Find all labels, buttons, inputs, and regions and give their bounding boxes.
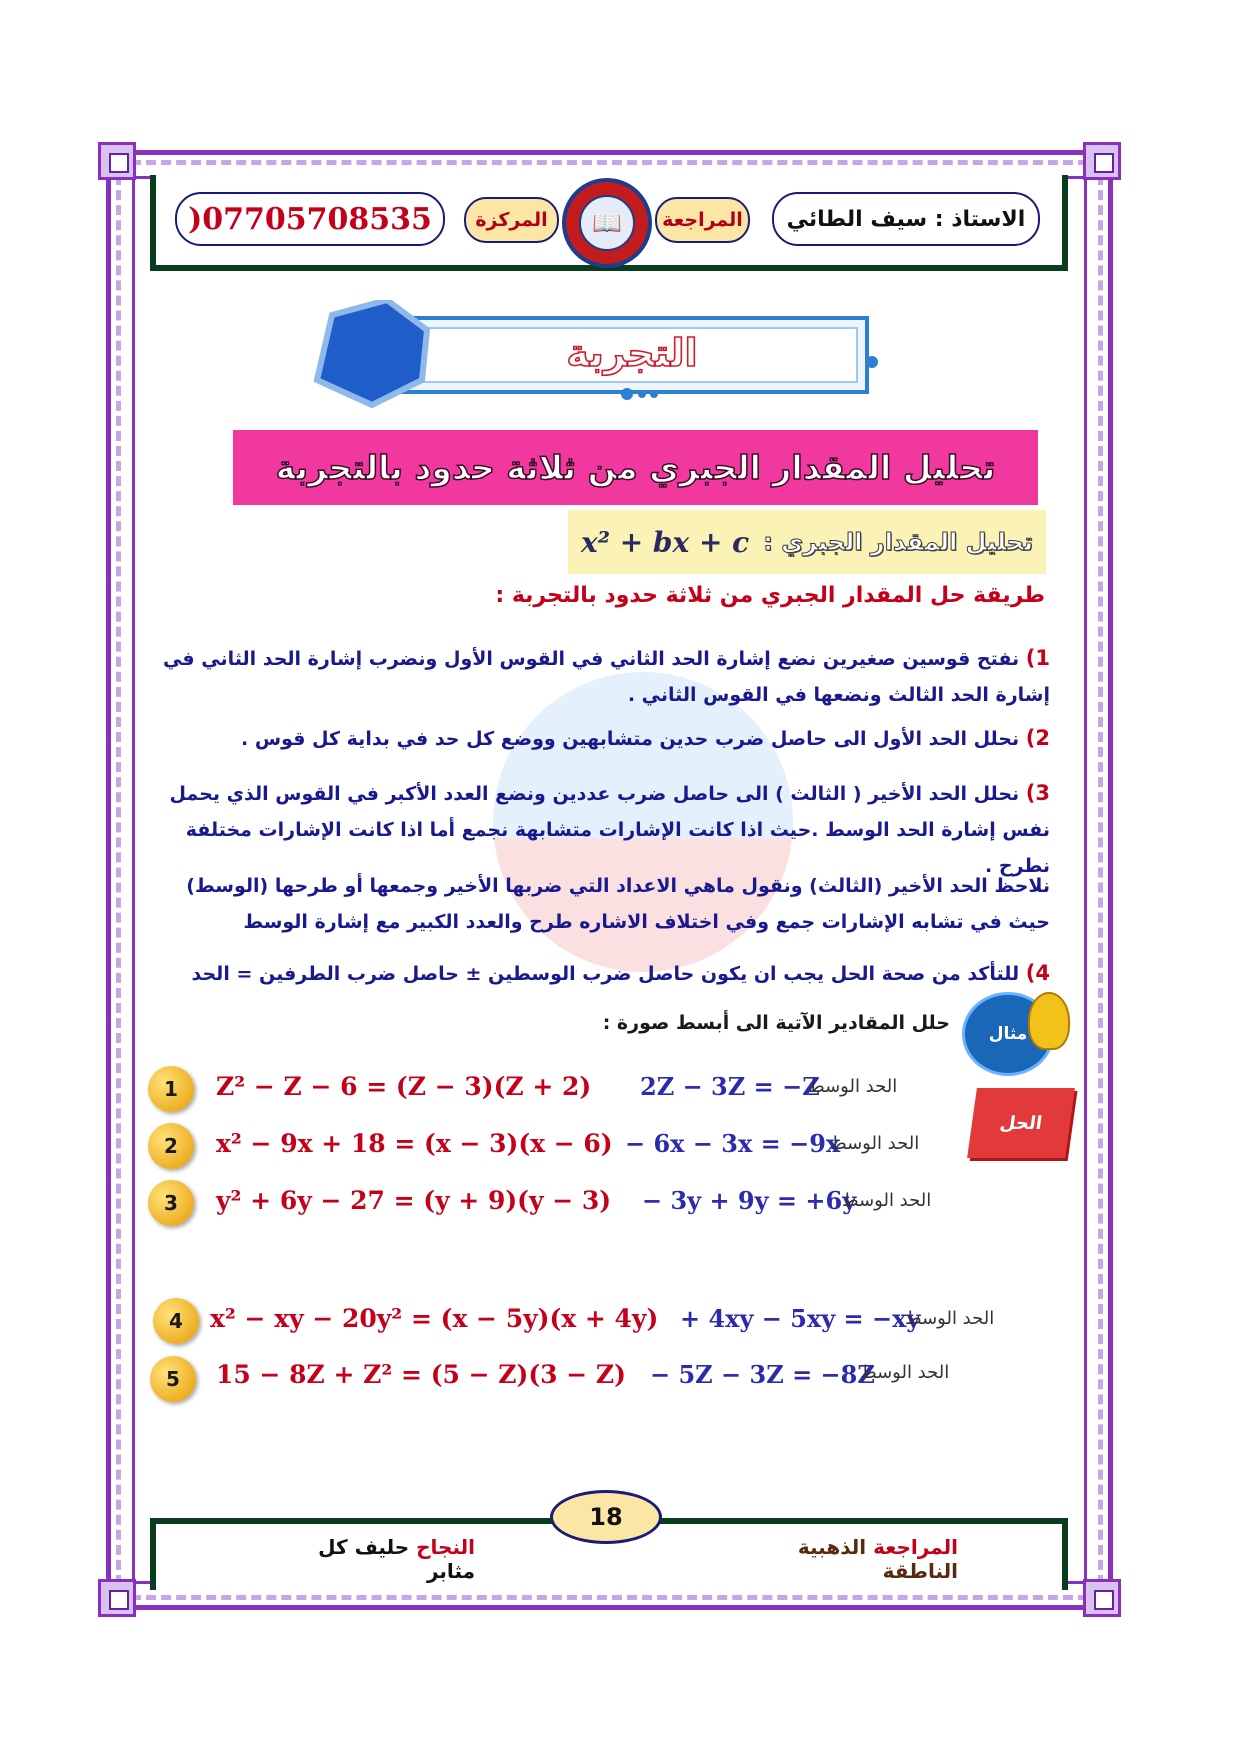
subtitle-label: تحليل المقدار الجبري : bbox=[763, 528, 1033, 556]
book-icon: 📖 bbox=[579, 195, 635, 251]
middle-term-label: الحد الوسط bbox=[808, 1076, 898, 1097]
tag-focused: المركزة bbox=[464, 197, 559, 243]
step-2: 2) نحلل الحد الأول الى حاصل ضرب حدين متشابهين ووضع كل حد في بداية كل قوس . bbox=[241, 726, 1050, 750]
banner-title: التجربة bbox=[566, 331, 698, 375]
page-number: 18 bbox=[550, 1490, 662, 1544]
footer-series: المراجعة الذهبية الناطقة bbox=[797, 1535, 958, 1583]
corner-ornament bbox=[1083, 1579, 1121, 1617]
example-equation: x² − 9x + 18 = (x − 3)(x − 6) bbox=[216, 1129, 613, 1158]
middle-term-check: − 6x − 3x = −9x bbox=[625, 1129, 841, 1158]
middle-term-label: الحد الوسط bbox=[830, 1133, 920, 1154]
footer-motto: النجاح حليف كل مثابر bbox=[318, 1535, 475, 1583]
example-number: 2 bbox=[148, 1123, 194, 1169]
teacher-name: الاستاذ : سيف الطائي bbox=[772, 192, 1040, 246]
middle-term-check: 2Z − 3Z = −Z bbox=[640, 1072, 820, 1101]
title-banner bbox=[292, 300, 887, 410]
middle-term-label: الحد الوسط bbox=[842, 1190, 932, 1211]
phone-number: ) 07705708535 bbox=[175, 192, 445, 246]
middle-term-check: − 5Z − 3Z = −8Z bbox=[650, 1360, 875, 1389]
corner-ornament bbox=[1083, 142, 1121, 180]
example-number: 4 bbox=[153, 1298, 199, 1344]
corner-ornament bbox=[98, 142, 136, 180]
solution-badge: الحل bbox=[967, 1088, 1075, 1158]
step-4: 4) للتأكد من صحة الحل يجب ان يكون حاصل ضرب الوسطين ± حاصل ضرب الطرفين = الحد bbox=[191, 961, 1050, 985]
example-equation: Z² − Z − 6 = (Z − 3)(Z + 2) bbox=[216, 1072, 592, 1101]
example-number: 3 bbox=[148, 1180, 194, 1226]
method-title: طريقة حل المقدار الجبري من ثلاثة حدود بالتجربة : bbox=[495, 583, 1045, 608]
example-number: 1 bbox=[148, 1066, 194, 1112]
section-title: تحليل المقدار الجبري من ثلاثة حدود بالتجربة bbox=[233, 430, 1038, 505]
corner-ornament bbox=[98, 1579, 136, 1617]
teacher-logo bbox=[562, 178, 652, 268]
example-badge: مثال bbox=[962, 992, 1054, 1076]
tag-review: المراجعة bbox=[655, 197, 750, 243]
step-1: 1) نفتح قوسين صغيرين نضع إشارة الحد الثاني في القوس الأول ونضرب إشارة الحد الثاني في إشارة الحد الثالث ونضعها في القوس الثاني . bbox=[162, 646, 1050, 706]
lightbulb-icon bbox=[1028, 992, 1070, 1050]
example-intro: حلل المقادير الآتية الى أبسط صورة : bbox=[602, 1012, 950, 1034]
example-equation: x² − xy − 20y² = (x − 5y)(x + 4y) bbox=[210, 1304, 659, 1333]
example-equation: 15 − 8Z + Z² = (5 − Z)(3 − Z) bbox=[216, 1360, 627, 1389]
example-equation: y² + 6y − 27 = (y + 9)(y − 3) bbox=[216, 1186, 612, 1215]
note: نلاحظ الحد الأخير (الثالث) ونقول ماهي الاعداد التي ضربها الأخير وجمعها أو طرحها (الوسط) حيث في تشابه الإشارات جمع وفي اختلاف الاشاره طرح والعدد الكبير مع إشارة الوسط bbox=[186, 875, 1050, 933]
subtitle-strip bbox=[568, 510, 1046, 574]
subtitle-expression: x² + bx + c bbox=[581, 525, 750, 559]
example-number: 5 bbox=[150, 1356, 196, 1402]
middle-term-label: الحد الوسط bbox=[905, 1308, 995, 1329]
middle-term-label: الحد الوسط bbox=[860, 1362, 950, 1383]
middle-term-check: + 4xy − 5xy = −xy bbox=[680, 1304, 921, 1333]
middle-term-check: − 3y + 9y = +6y bbox=[642, 1186, 857, 1215]
step-3: 3) نحلل الحد الأخير ( الثالث ) الى حاصل ضرب عددين ونضع العدد الأكبر في القوس الذي يحمل نفس إشارة الحد الوسط .حيث اذا كانت الإشارات متشابهة نجمع أما اذا كانت الإشارات مختلفة نطرح . bbox=[169, 781, 1050, 877]
